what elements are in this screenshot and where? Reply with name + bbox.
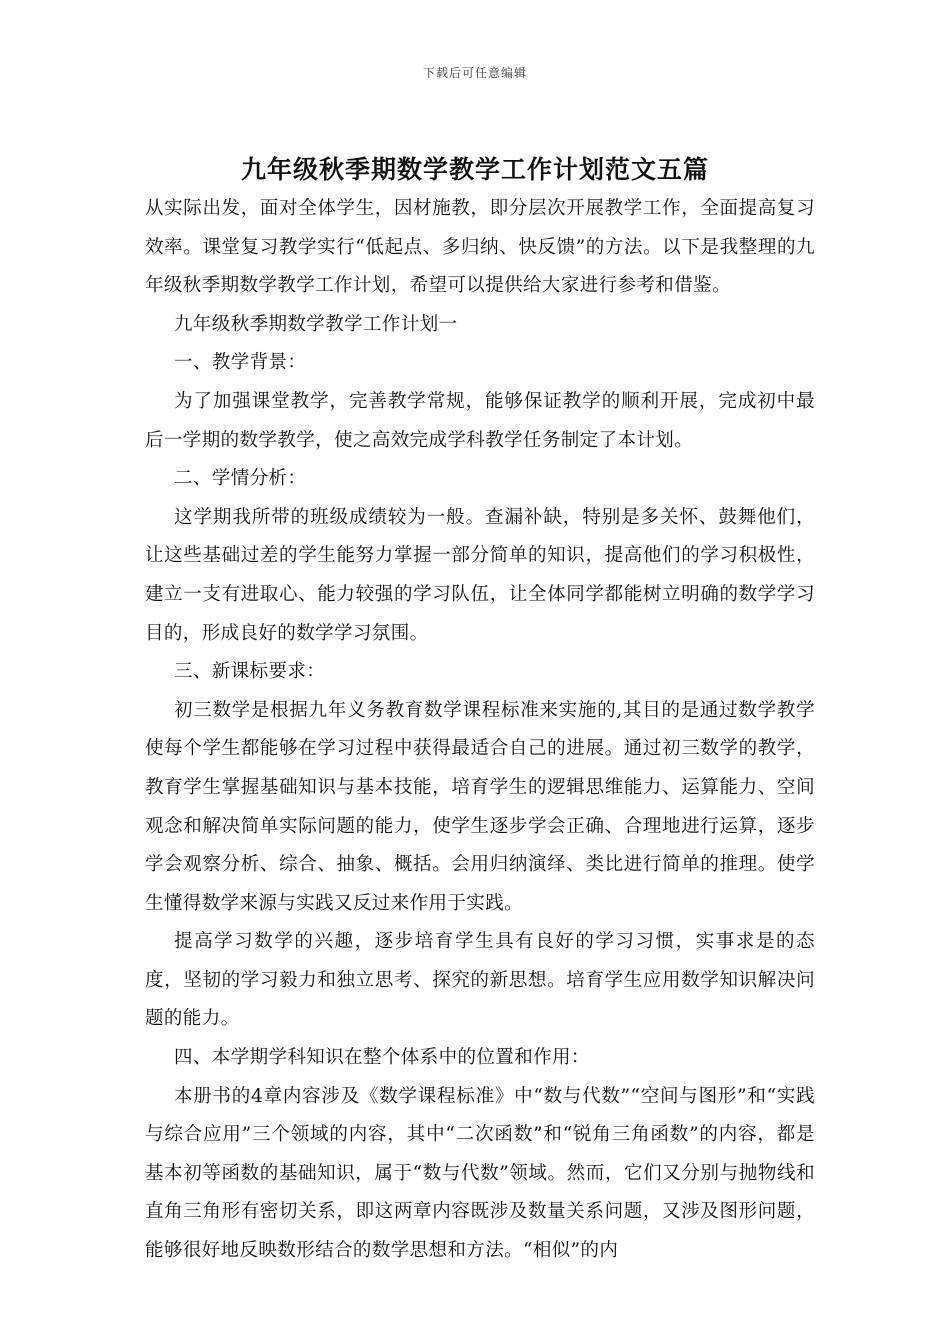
- paragraph-section-1-body: 为了加强课堂教学，完善教学常规，能够保证教学的顺利开展，完成初中最后一学期的数学教学，使之高效完成学科教学任务制定了本计划。: [145, 390, 815, 451]
- paragraph-section-3-heading: 三、新课标要求：: [174, 661, 326, 683]
- paragraph-section-3-body-2: 提高学习数学的兴趣，逐步培育学生具有良好的学习习惯，实事求是的态度，坚韧的学习毅力和独立思考、探究的新思想。培育学生应用数学知识解决问题的能力。: [145, 931, 815, 1030]
- document-body: [145, 190, 815, 1271]
- paragraph-section-3-body: 初三数学是根据九年义务教育数学课程标准来实施的,其目的是通过数学教学使每个学生都能够在学习过程中获得最适合自己的进展。通过初三数学的教学，教育学生掌握基础知识与基本技能，培育学生的逻辑思维能力、运算能力、空间观念和解决简单实际问题的能力，使学生逐步学会正确、合理地进行运算，逐步学会观察分析、综合、抽象、概括。会用归纳演绎、类比进行简单的推理。使学生懂得数学来源与实践又反过来作用于实践。: [145, 699, 815, 914]
- paragraph-section-2-body: 这学期我所带的班级成绩较为一般。查漏补缺，特别是多关怀、鼓舞他们，让这些基础过差的学生能努力掌握一部分简单的知识，提高他们的学习积极性，建立一支有进取心、能力较强的学习队伍，让全体同学都能树立明确的数学学习目的，形成良好的数学学习氛围。: [145, 506, 815, 644]
- paragraph-section-4-body: 本册书的4章内容涉及《数学课程标准》中“数与代数”“空间与图形”和“实践与综合应用”三个领域的内容，其中“二次函数”和“锐角三角函数”的内容，都是基本初等函数的基础知识，属于“数与代数”领域。然而，它们又分别与抛物线和直角三角形有密切关系，即这两章内容既涉及数量关系问题，又涉及图形问题，能够很好地反映数形结合的数学思想和方法。“相似”的内: [145, 1085, 815, 1262]
- paragraph-section-2-heading: 二、学情分析：: [174, 468, 307, 490]
- header-note: 下载后可任意编辑: [422, 66, 527, 80]
- paragraph-intro: 从实际出发，面对全体学生，因材施教，即分层次开展教学工作，全面提高复习效率。课堂复习教学实行“低起点、多归纳、快反馈”的方法。以下是我整理的九年级秋季期数学教学工作计划，希望可以提供给大家进行参考和借鉴。: [145, 198, 815, 297]
- document-title: 九年级秋季期数学教学工作计划范文五篇: [240, 155, 709, 184]
- paragraph-plan-one-heading: 九年级秋季期数学教学工作计划一: [174, 313, 458, 335]
- paragraph-section-1-heading: 一、教学背景：: [174, 352, 307, 374]
- paragraph-section-4-heading: 四、本学期学科知识在整个体系中的位置和作用：: [174, 1047, 590, 1069]
